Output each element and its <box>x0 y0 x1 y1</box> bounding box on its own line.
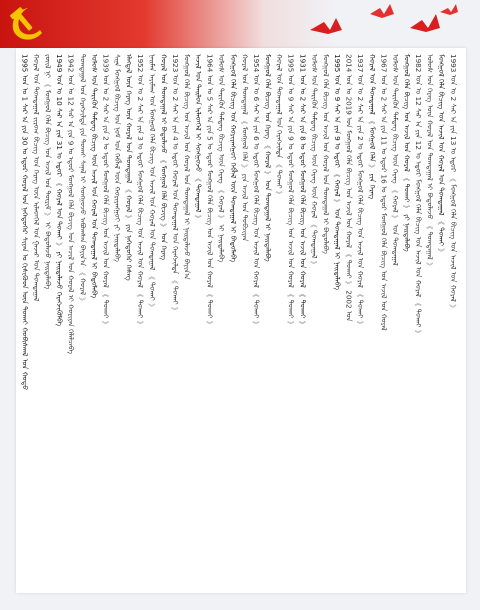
text-column: ᠮᠣᠩᠭᠣᠯ ᠬᠡᠯᠡ ᠪᠢᠴᠢᠭ ᠤᠨ ᠠᠵᠢᠯ ᠤᠨ ᠬᠤᠷᠠᠯ ᠤᠨ ᠲᠣᠭᠲᠠᠭᠠᠯ ᠢ ᠨᠡᠢᠲᠡᠯᠡᠵᠦ ᠪᠠᠶᠢᠨ᠎ᠠ <box>182 54 192 280</box>
text-column: ᠮᠣᠩᠭᠣᠯ ᠬᠡᠯᠡ ᠪᠢᠴᠢᠭ ᠤᠨ ᠠᠵᠢᠯ ᠤᠨ ᠬᠤᠷᠠᠯ ᠤᠨ ᠲᠣᠭᠲᠠᠭᠠᠯ ᠢ ᠪᠠᠲᠤᠯᠠᠪᠠ <box>321 54 331 255</box>
text-column: 2014 ᠣᠨ ᠤ 2019 ᠣᠨ ᠮᠣᠩᠭᠣᠯ ᠬᠡᠯᠡ ᠪᠢᠴᠢᠭ ᠤᠨ ᠠᠵᠢᠯ ᠤᠨ ᠬᠤᠷᠠᠯ 《 ᠲᠤᠬᠠᠢ 》 2002 ᠣᠨ <box>344 54 354 322</box>
text-column: 1982 ᠣᠨ ᠤ 12 ᠰᠠᠷ ᠠ ᠶᠢᠨ 12 ᠤ ᠡᠳᠦᠷ ᠮᠣᠩᠭᠣᠯ ᠬᠡᠯᠡ ᠪᠢᠴᠢᠭ ᠤᠨ ᠠᠵᠢᠯ ᠤᠨ ᠬᠤᠷᠠᠯ 《 ᠲᠤᠬᠠᠢ 》 <box>414 54 424 337</box>
text-column: 1949 ᠣᠨ ᠤ 10 ᠰᠠᠷ ᠠ ᠶᠢᠨ 31 ᠤ ᠡᠳᠦᠷ 《 ᠬᠤᠷᠠᠯ ᠤᠨ ᠲᠤᠬᠠᠢ 》 ᠶᠢ ᠨᠡᠢᠲᠡᠯᠡᠵᠦ ᠬᠡᠷᠡᠭᠵᠢᠭᠦᠯᠪᠡ <box>55 54 65 327</box>
text-column: 1942 ᠣᠨ ᠤ 12 ᠰᠠᠷ ᠠ ᠶᠢᠨ 9 ᠤ ᠡᠳᠦᠷ ᠮᠣᠩᠭᠣᠯ ᠬᠡᠯᠡ ᠪᠢᠴᠢᠭ ᠤᠨ ᠠᠵᠢᠯ ᠤᠨ ᠬᠤᠷᠠᠯ ᠢ ᠬᠤᠷᠢᠶᠠᠨ ᠬᠡᠯᠡᠯᠴᠡᠪᠡ <box>66 54 76 355</box>
text-column: 1995 ᠣᠨ ᠤ 9 ᠰᠠᠷ ᠠ ᠶᠢᠨ 9 ᠤ ᠡᠳᠦᠷ ᠮᠣᠩᠭᠣᠯ ᠬᠡᠯᠡ ᠪᠢᠴᠢᠭ ᠤᠨ ᠠᠵᠢᠯ ᠤᠨ ᠬᠤᠷᠠᠯ 《 ᠲᠤᠬᠠᠢ 》 <box>286 54 296 328</box>
text-column: ᠲᠣᠭᠲᠠᠭᠠᠯ ᠤᠨ ᠬᠡᠷᠡᠭᠵᠢᠯᠲᠡ ᠶᠢᠨ ᠲᠤᠬᠠᠢ ᠰᠠᠨᠠᠯ ᠢ ᠰᠣᠩᠭᠤᠵᠤ ᠠᠪᠤᠭᠰᠠᠨ ᠪᠠᠶᠢᠨ᠎ᠠ 《 ᠬᠤᠷᠠᠯ 》 <box>78 54 88 305</box>
text-column: ᠤᠯᠤᠰ ᠤᠨ ᠬᠡᠷᠡᠭ ᠦᠨ ᠬᠤᠷᠠᠯ ᠤᠨ ᠲᠣᠭᠲᠠᠭᠠᠯ ᠢ ᠪᠠᠲᠤᠯᠠᠵᠤ 《 ᠲᠣᠭᠲᠠᠭᠠᠯ 》 <box>425 54 435 270</box>
text-column: 1939 ᠣᠨ ᠤ 2 ᠰᠠᠷ ᠠ ᠶᠢᠨ 2 ᠤ ᠡᠳᠦᠷ ᠮᠣᠩᠭᠣᠯ ᠬᠡᠯᠡ ᠪᠢᠴᠢᠭ ᠤᠨ ᠠᠵᠢᠯ ᠤᠨ ᠬᠤᠷᠠᠯ 《 ᠲᠤᠬᠠᠢ 》 <box>101 54 111 328</box>
text-column: ᠠᠵᠢᠯ ᠤᠨ ᠲᠠᠢᠯᠤᠨ ᠢᠯᠡᠳᠬᠡᠯ ᠢ ᠰᠣᠩᠭᠤᠵᠤ 《 ᠲᠣᠭᠲᠠᠭᠠᠯ 》 <box>194 54 204 222</box>
document-panel <box>16 48 466 593</box>
text-column: ᠵᠦᠢᠯ ᠨᠢ 《 ᠮᠣᠩᠭᠣᠯ ᠬᠡᠯᠡ ᠪᠢᠴᠢᠭ ᠤᠨ ᠠᠵᠢᠯ ᠤᠨ ᠳᠦᠷᠢᠮ 》 ᠢ ᠪᠠᠲᠤᠯᠠᠵᠤ ᠨᠡᠢᠲᠡᠯᠡᠪᠡ <box>43 54 53 290</box>
text-column: ᠡᠯᠡᠭᠳᠡᠯ ᠦᠨ ᠬᠡᠷᠡᠭ ᠦᠨ ᠬᠤᠷᠠᠯ ᠤᠨ ᠲᠣᠭᠲᠠᠭᠠᠯ 《 ᠬᠤᠷᠠᠯ 》 ᠶᠢᠨ ᠨᠡᠭᠡᠳᠦᠭᠡᠷ ᠬᠡᠰᠡᠭ <box>124 54 134 281</box>
text-column: 1967 ᠣᠨ ᠤ 2 ᠰᠠᠷ ᠠ ᠶᠢᠨ 11 ᠤ ᠡᠳᠦᠷ 16 ᠤ ᠡᠳᠦᠷ ᠮᠣᠩᠭᠣᠯ ᠬᠡᠯᠡ ᠪᠢᠴᠢᠭ ᠤᠨ ᠠᠵᠢᠯ ᠤᠨ ᠬᠤᠷᠠᠯ <box>379 54 389 331</box>
text-column: ᠤᠯᠤᠰ ᠤᠨ ᠲᠡᠷᠢᠭᠦᠨ ᠲᠡᠮᠳᠡᠭ ᠪᠢᠴᠢᠭ ᠦᠨ ᠬᠡᠷᠡᠭ ᠦᠨ ᠬᠤᠷᠠᠯ 《 ᠲᠣᠭᠲᠠᠭᠠᠯ 》 <box>309 54 319 268</box>
text-column: ᠨᠠᠢᠮᠠᠨ ᠠᠶᠢᠮᠠᠭ ᠤᠨ ᠮᠣᠩᠭᠣᠯ ᠬᠡᠯᠡ ᠪᠢᠴᠢᠭ ᠤᠨ ᠠᠵᠢᠯ ᠤᠨ ᠬᠤᠷᠠᠯ ᠤᠨ ᠲᠣᠭᠲᠠᠭᠠᠯ 《 ᠲᠤᠬᠠᠢ 》 <box>147 54 157 311</box>
header-banner <box>0 0 480 48</box>
text-column: 1993 ᠣᠨ ᠤ 2 ᠰᠠᠷ ᠠ ᠶᠢᠨ 13 ᠤ ᠡᠳᠦᠷ 《 ᠮᠣᠩᠭᠣᠯ ᠬᠡᠯᠡ ᠪᠢᠴᠢᠭ ᠤᠨ ᠠᠵᠢᠯ ᠤᠨ ᠬᠤᠷᠠᠯ 》 <box>448 54 458 312</box>
text-column: ᠤᠯᠤᠰ ᠤᠨ ᠲᠡᠷᠢᠭᠦᠨ ᠲᠡᠮᠳᠡᠭ ᠪᠢᠴᠢᠭ ᠦᠨ ᠬᠡᠷᠡᠭ 《 ᠬᠤᠷᠠᠯ 》 ᠢ ᠨᠡᠢᠲᠡᠯᠡᠪᠡ <box>217 54 227 263</box>
text-column: ᠬᠤᠷᠠᠯ ᠤᠨ ᠲᠣᠭᠲᠠᠭᠠᠯ ᠤᠨ ᠬᠡᠷᠡᠭᠵᠢᠯᠲᠡ 《 ᠲᠤᠬᠠᠢ 》 <box>275 54 285 199</box>
text-column: ᠬᠤᠷᠠᠯ ᠤᠨ ᠲᠣᠭᠲᠠᠭᠠᠯ 《 ᠮᠣᠩᠭᠣᠯ ᠬᠡᠯᠡ 》 ᠶᠢᠨ ᠬᠡᠷᠡᠭ <box>367 54 377 200</box>
text-column: 1954 ᠣᠨ ᠤ 6 ᠰᠠᠷ ᠠ ᠶᠢᠨ 6 ᠤ ᠡᠳᠦᠷ ᠮᠣᠩᠭᠣᠯ ᠬᠡᠯᠡ ᠪᠢᠴᠢᠭ ᠤᠨ ᠠᠵᠢᠯ ᠤᠨ ᠬᠤᠷᠠᠯ 《 ᠲᠤᠬᠠᠢ 》 <box>252 54 261 328</box>
text-column: ᠮᠣᠩᠭᠣᠯ ᠬᠡᠯᠡ ᠪᠢᠴᠢᠭ ᠤᠨ ᠬᠡᠷᠡᠭ 《 ᠬᠤᠷᠠᠯ 》 ᠤᠨ ᠲᠣᠭᠲᠠᠭᠠᠯ ᠢ ᠨᠡᠢᠲᠡᠯᠡᠪᠡ <box>263 54 273 262</box>
text-column: 1923 ᠣᠨ ᠤ 2 ᠰᠠᠷ ᠠ ᠶᠢᠨ 4 ᠤ ᠡᠳᠦᠷ ᠬᠤᠷᠠᠯ ᠤᠨ ᠲᠣᠭᠲᠠᠭᠠᠯ ᠤᠨ ᠬᠡᠷᠡᠭᠵᠢᠯᠲᠡ 《 ᠲᠤᠬᠠᠢ 》 <box>170 54 180 315</box>
text-column: ᠬᠤᠷᠠᠯ ᠤᠨ ᠲᠣᠭᠲᠠᠭᠠᠯ ᠢ ᠪᠠᠲᠤᠯᠠᠵᠤ 《 ᠮᠣᠩᠭᠣᠯ ᠬᠡᠯᠡ ᠪᠢᠴᠢᠭ 》 ᠤᠨ ᠬᠡᠷᠡᠭ <box>159 54 169 261</box>
text-column: 1995 ᠣᠨ ᠤ 9 ᠰᠠᠷ ᠠ ᠶᠢᠨ 9 ᠤ ᠡᠳᠦᠷ 《 ᠬᠤᠷᠠᠯ 》 ᠤᠨ ᠲᠣᠭᠲᠠᠭᠠᠯ ᠢ ᠨᠡᠢᠲᠡᠯᠡᠪᠡ <box>333 54 342 291</box>
text-column: 1964 ᠣᠨ ᠤ 5 ᠰᠠᠷ ᠠ ᠶᠢᠨ 5 ᠤ ᠡᠳᠦᠷ ᠮᠣᠩᠭᠣᠯ ᠬᠡᠯᠡ ᠪᠢᠴᠢᠭ ᠤᠨ ᠠᠵᠢᠯ ᠤᠨ ᠬᠤᠷᠠᠯ 《 ᠲᠤᠬᠠᠢ 》 <box>205 54 215 328</box>
text-column: 1937 ᠣᠨ ᠤ 2 ᠰᠠᠷ ᠠ ᠶᠢᠨ 2 ᠤ ᠡᠳᠦᠷ ᠮᠣᠩᠭᠣᠯ ᠬᠡᠯᠡ ᠪᠢᠴᠢᠭ ᠤᠨ ᠠᠵᠢᠯ ᠤᠨ ᠬᠤᠷᠠᠯ 《 ᠲᠤᠬᠠᠢ 》 <box>356 54 366 328</box>
flying-doves-icon <box>290 0 470 44</box>
text-column: ᠤᠯᠤᠰ ᠤᠨ ᠲᠡᠷᠢᠭᠦᠨ ᠲᠡᠮᠳᠡᠭ ᠪᠢᠴᠢᠭ ᠦᠨ ᠬᠡᠷᠡᠭ 《 ᠬᠤᠷᠠᠯ 》 ᠤᠨ ᠲᠣᠭᠲᠠᠭᠠᠯ <box>390 54 400 266</box>
text-column: 1995 ᠣᠨ ᠤ 1 ᠰᠠᠷ ᠠ ᠶᠢᠨ 30 ᠤ ᠡᠳᠦᠷ ᠬᠤᠷᠠᠯ ᠤᠨ ᠨᠡᠭᠡᠳᠦᠭᠡᠷ ᠰᠢᠶᠠᠨ ᠤ ᠭᠢᠰᠢᠭᠦᠳ ᠦᠨ ᠲᠤᠬᠠᠢ ᠬᠤᠪᠢᠰᠬᠠᠯ ᠤᠨ ᠬᠤᠲᠤ <box>20 54 30 391</box>
text-column: ᠮᠣᠩᠭᠣᠯ ᠬᠡᠯᠡ ᠪᠢᠴᠢᠭ ᠤᠨ ᠠᠵᠢᠯ ᠤᠨ ᠬᠤᠷᠠᠯ 《 ᠲᠤᠬᠠᠢ 》 ᠶᠢ ᠨᠡᠢᠲᠡᠯᠡᠪᠡ <box>402 54 412 252</box>
hammer-and-sickle-icon <box>4 2 48 46</box>
text-column: 1952 ᠣᠨ ᠤ 2 ᠰᠠᠷ ᠠ ᠶᠢᠨ 3 ᠤ ᠡᠳᠦᠷ ᠮᠣᠩᠭᠣᠯ ᠬᠡᠯᠡ ᠪᠢᠴᠢᠭ ᠤᠨ ᠠᠵᠢᠯ ᠤᠨ ᠬᠤᠷᠠᠯ 《 ᠲᠤᠬᠠᠢ 》 <box>136 54 146 328</box>
text-column: ᠤᠯᠤᠰ ᠤᠨ ᠲᠡᠷᠢᠭᠦᠨ ᠲᠡᠮᠳᠡᠭ ᠪᠢᠴᠢᠭ ᠦᠨ ᠠᠵᠢᠯ ᠤᠨ ᠬᠤᠷᠠᠯ ᠤᠨ ᠲᠣᠭᠲᠠᠭᠠᠯ ᠢ ᠪᠠᠲᠤᠯᠠᠪᠠ <box>89 54 99 299</box>
text-column: ᠬᠤᠷᠠᠯ ᠤᠨ ᠲᠣᠭᠲᠠᠭᠠᠯ 《 ᠮᠣᠩᠭᠣᠯ ᠬᠡᠯᠡ 》 ᠶᠢᠨ ᠠᠵᠢᠯ ᠤᠨ ᠲᠣᠪᠴᠢᠶᠠᠨ <box>240 54 250 242</box>
text-column: ᠬᠤᠷᠠᠯ ᠤᠨ ᠲᠣᠭᠲᠠᠭᠠᠯ ᠵᠢᠷᠤᠭ ᠪᠢᠴᠢᠭ ᠤᠨ ᠬᠡᠷᠡᠭ ᠦᠨ ᠢᠯᠡᠳᠬᠡᠯ ᠤᠨ ᠭᠠᠵᠠᠷ ᠤᠨ ᠲᠣᠭᠲᠠᠭᠠᠯ <box>32 54 41 302</box>
text-column: 1931 ᠣᠨ ᠤ 2 ᠰᠠᠷ ᠠ ᠶᠢᠨ 8 ᠤ ᠡᠳᠦᠷ ᠮᠣᠩᠭᠣᠯ ᠬᠡᠯᠡ ᠪᠢᠴᠢᠭ ᠤᠨ ᠠᠵᠢᠯ ᠤᠨ ᠬᠤᠷᠠᠯ 《 ᠲᠤᠬᠠᠢ 》 <box>298 54 308 328</box>
text-column: ᠮᠣᠩᠭᠣᠯ ᠬᠡᠯᠡ ᠪᠢᠴᠢᠭ ᠤᠨ ᠠᠵᠢᠯ ᠤᠨ ᠬᠤᠷᠠᠯ ᠤᠨ ᠲᠣᠭᠲᠠᠭᠠᠯ 《 ᠲᠤᠬᠠᠢ 》 <box>437 54 447 256</box>
text-column: ᠮᠣᠩᠭᠣᠯ ᠬᠡᠯᠡ ᠪᠢᠴᠢᠭ ᠤᠨ ᠬᠤᠷᠢᠶᠠᠩᠭᠤᠢ ᠬᠡᠪᠯᠡᠯ ᠦᠨ ᠲᠣᠭᠲᠠᠭᠠᠯ ᠢ ᠪᠠᠲᠤᠯᠠᠪᠠ <box>228 54 238 263</box>
text-column: ᠰᠢᠨᠡ ᠮᠣᠩᠭᠣᠯ ᠪᠢᠴᠢᠭ ᠤᠨ ᠨᠣᠮ ᠤᠨ ᠬᠡᠪᠯᠡᠯ ᠦᠨ ᠬᠤᠷᠢᠶᠠᠩᠭᠤᠢ ᠶᠢ ᠨᠡᠢᠲᠡᠯᠡᠪᠡ <box>113 54 122 263</box>
